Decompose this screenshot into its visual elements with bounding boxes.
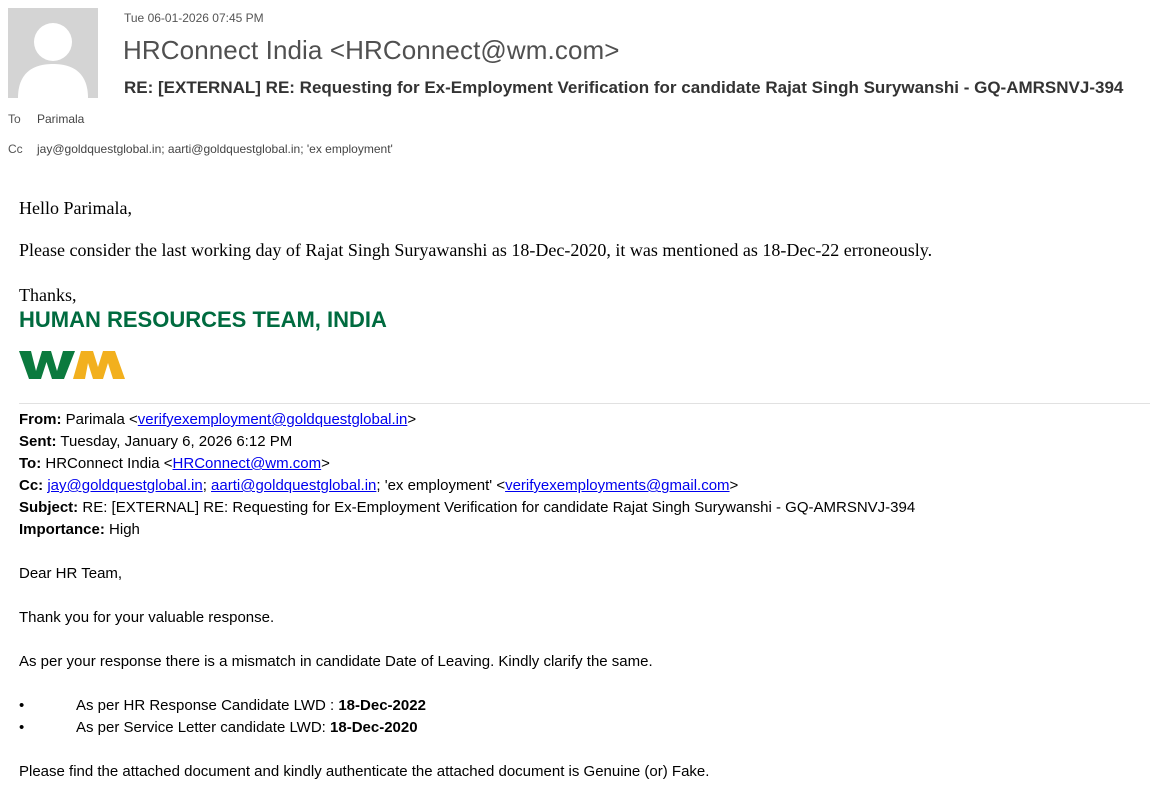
quoted-to	[19, 455, 330, 472]
sender-avatar[interactable]	[8, 8, 98, 98]
quoted-sent-label: Sent:	[19, 433, 57, 450]
quoted-from	[19, 411, 416, 428]
signature-team: HUMAN RESOURCES TEAM, INDIA	[19, 307, 387, 332]
quoted-importance-value: High	[104, 521, 140, 538]
quoted-subject-label: Subject:	[19, 499, 79, 516]
person-icon	[8, 8, 98, 98]
quoted-from-email-link[interactable]: verifyexemployment@goldquestglobal.in	[137, 411, 408, 428]
bullet-text: As per HR Response Candidate LWD :	[76, 697, 339, 714]
cc-row	[8, 142, 393, 156]
quoted-from-end: >	[407, 411, 417, 428]
quoted-cc-label: Cc:	[19, 477, 44, 494]
quoted-cc-end: >	[729, 477, 739, 494]
wm-logo	[19, 349, 127, 386]
to-recipient[interactable]: Parimala	[37, 112, 85, 126]
cc-recipients[interactable]: jay@goldquestglobal.in; aarti@goldquestglobal.in; 'ex employment'	[37, 142, 393, 156]
quote-divider	[19, 403, 1150, 404]
quoted-to-email-link[interactable]: HRConnect@wm.com	[172, 455, 322, 472]
sender-name[interactable]: HRConnect India <HRConnect@wm.com>	[123, 35, 620, 65]
quoted-from-name: Parimala <	[61, 411, 138, 428]
quoted-sent	[19, 433, 292, 450]
quoted-closing-request: Please find the attached document and kindly authenticate the attached document is Genuine (or) Fake.	[19, 763, 710, 780]
to-label: To	[8, 112, 21, 126]
bullet-symbol: •	[19, 697, 25, 714]
bullet-value: 18-Dec-2020	[330, 719, 418, 736]
bullet-value: 18-Dec-2022	[338, 697, 426, 714]
quoted-cc-email-link-2[interactable]: aarti@goldquestglobal.in	[211, 477, 377, 494]
quoted-cc-sep-2: ; 'ex employment' <	[376, 477, 506, 494]
quoted-sent-value: Tuesday, January 6, 2026 6:12 PM	[56, 433, 293, 450]
reply-closing: Thanks,	[19, 285, 77, 305]
quoted-mismatch: As per your response there is a mismatch in candidate Date of Leaving. Kindly clarify the same.	[19, 653, 653, 670]
reply-greeting: Hello Parimala,	[19, 198, 132, 218]
quoted-thank-you: Thank you for your valuable response.	[19, 609, 275, 626]
quoted-to-label: To:	[19, 455, 42, 472]
bullet-symbol: •	[19, 719, 25, 736]
quoted-subject	[19, 499, 915, 516]
reply-paragraph: Please consider the last working day of Rajat Singh Suryawanshi as 18-Dec-2020, it was mentioned as 18-Dec-22 erroneously.	[19, 240, 933, 260]
quoted-importance-label: Importance:	[19, 521, 105, 538]
email-subject: RE: [EXTERNAL] RE: Requesting for Ex-Employment Verification for candidate Rajat Singh Surywanshi - GQ-AMRSNVJ-394	[124, 78, 1124, 97]
quoted-cc	[19, 477, 738, 494]
list-item	[19, 697, 426, 714]
quoted-greeting: Dear HR Team,	[19, 565, 123, 582]
bullet-text: As per Service Letter candidate LWD:	[76, 719, 331, 736]
quoted-to-end: >	[321, 455, 330, 472]
quoted-to-name: HRConnect India <	[41, 455, 173, 472]
quoted-cc-sep-1: ;	[202, 477, 212, 494]
cc-label: Cc	[8, 142, 23, 156]
list-item	[19, 719, 418, 736]
received-datetime: Tue 06-01-2026 07:45 PM	[124, 11, 264, 25]
quoted-subject-value: RE: [EXTERNAL] RE: Requesting for Ex-Employment Verification for candidate Rajat Singh Surywanshi - GQ-AMRSNVJ-394	[78, 499, 916, 516]
quoted-importance	[19, 521, 140, 538]
quoted-cc-email-link-3[interactable]: verifyexemployments@gmail.com	[505, 477, 730, 494]
quoted-cc-email-link-1[interactable]: jay@goldquestglobal.in	[47, 477, 203, 494]
to-row	[8, 112, 84, 126]
quoted-from-label: From:	[19, 411, 62, 428]
